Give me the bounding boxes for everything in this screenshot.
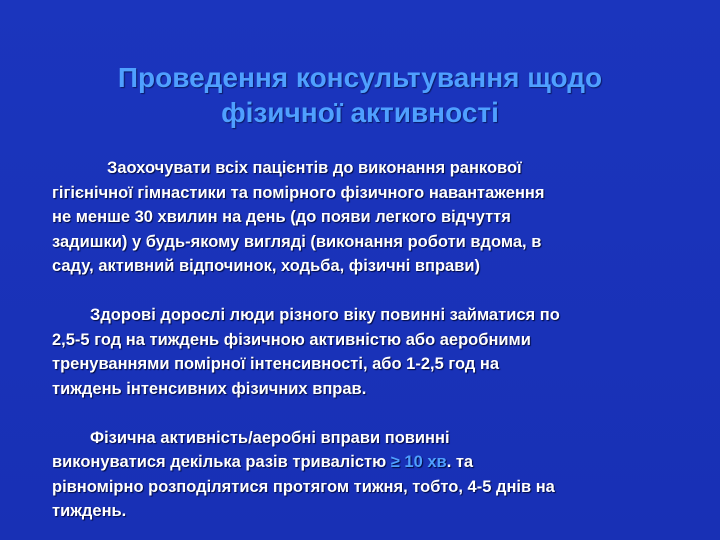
duration-accent: ≥ 10 хв xyxy=(390,453,447,471)
slide-body xyxy=(52,156,682,524)
paragraph-spacer xyxy=(52,401,682,426)
paragraph-line: Здорові дорослі люди різного віку повинні займатися по xyxy=(90,306,560,324)
paragraph-line: тиждень. xyxy=(52,502,127,520)
text-before-accent: виконуватися декілька разів тривалістю xyxy=(52,453,391,471)
paragraph-adult-activity xyxy=(52,303,682,401)
slide-title xyxy=(0,60,720,130)
paragraph-line: не менше 30 хвилин на день (до появи легкого відчуття xyxy=(52,208,511,226)
paragraph-line: Заохочувати всіх пацієнтів до виконання ранкової xyxy=(107,159,522,177)
paragraph-line: рівномірно розподілятися протягом тижня, тобто, 4-5 днів на xyxy=(52,477,555,496)
paragraph-line: Фізична активність/аеробні вправи повинні xyxy=(90,428,450,447)
paragraph-aerobic-frequency xyxy=(52,426,682,524)
title-line-1: Проведення консультування щодо xyxy=(117,62,603,93)
paragraph-line: задишки) у будь-якому вигляді (виконання роботи вдома, в xyxy=(52,232,542,251)
paragraph-line: саду, активний відпочинок, ходьба, фізичні вправи) xyxy=(52,257,481,275)
paragraph-line-with-accent xyxy=(52,450,682,475)
paragraph-line: тренуваннями помірної інтенсивності, або 1-2,5 год на xyxy=(52,355,500,373)
title-line-2: фізичної активності xyxy=(221,97,499,128)
paragraph-spacer xyxy=(52,279,682,304)
paragraph-line: тиждень інтенсивних фізичних вправ. xyxy=(52,379,367,398)
paragraph-morning-exercise xyxy=(52,156,682,279)
paragraph-line: гігієнічної гімнастики та помірного фізичного навантаження xyxy=(52,183,545,202)
paragraph-line: 2,5-5 год на тиждень фізичною активністю або аеробними xyxy=(52,330,531,349)
text-after-accent: . та xyxy=(446,453,474,471)
